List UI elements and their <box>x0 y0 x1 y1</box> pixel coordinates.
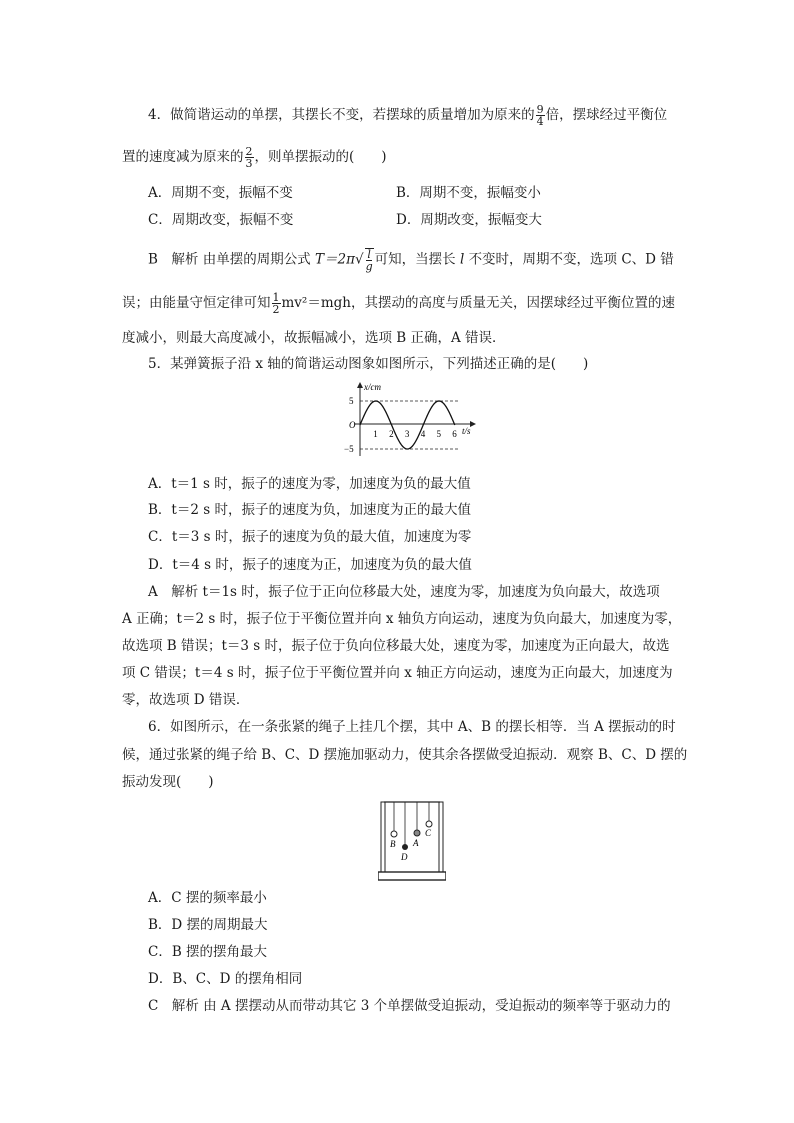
q6-option-a: A．C 摆的频率最小 <box>148 890 267 906</box>
q5-option-a: A．t＝1 s 时，振子的速度为零，加速度为负的最大值 <box>148 476 471 492</box>
fraction-2-3: $\frac{2}{3}$ <box>245 145 253 170</box>
q4-answer-line1: B 解析 由单摆的周期公式 T＝2π√ $\frac{l}{g}$ 可知，当摆长 l 不变时，周期不变，选项 C、D 错 <box>148 248 674 273</box>
q6-stem-line3: 振动发现( ) <box>122 774 214 790</box>
origin-label: O <box>349 420 356 430</box>
sqrt-sign: √ <box>354 251 364 268</box>
y-tick-top: 5 <box>349 396 354 406</box>
label-a: A <box>413 838 419 848</box>
q6-option-b: B．D 摆的周期最大 <box>148 917 268 933</box>
x-axis-arrow <box>470 421 476 427</box>
right-post <box>439 802 443 872</box>
q5-answer-line3: 故选项 B 错误；t＝3 s 时，振子位于负向位移最大处，速度为零，加速度为正向最大，故选 <box>122 638 670 654</box>
x-tick-3: 3 <box>404 429 410 439</box>
label-d: D <box>401 852 408 862</box>
x-axis-label: t/s <box>462 426 471 436</box>
fraction-l-g: $\frac{l}{g}$ <box>365 248 373 273</box>
q4-stem-line1: 4．做简谐运动的单摆，其摆长不变，若摆球的质量增加为原来的 $\frac{9}{4}$ 倍，摆球经过平衡位 <box>148 103 668 128</box>
shm-graph <box>340 380 480 460</box>
q6-stem-line2: 候，通过张紧的绳子给 B、C、D 摆施加驱动力，使其余各摆做受迫振动．观察 B、C、D 摆的 <box>122 747 688 763</box>
label-c: C <box>425 828 432 838</box>
q4-answer-line3: 度减小，则最大高度减小，故振幅减小，选项 B 正确，A 错误． <box>122 330 506 346</box>
q4-option-d: D．周期改变，振幅变大 <box>396 212 542 228</box>
base <box>378 872 446 880</box>
x-tick-1: 1 <box>373 429 378 439</box>
q5-answer-line5: 零，故选项 D 错误． <box>122 692 250 708</box>
q5-option-d: D．t＝4 s 时，振子的速度为正，加速度为负的最大值 <box>148 557 472 573</box>
fraction-1-2: $\frac{1}{2}$ <box>272 291 280 316</box>
q5-answer-line4: 项 C 错误；t＝4 s 时，振子位于平衡位置并向 x 轴正方向运动，速度为正向最大，加速度为 <box>122 665 673 681</box>
pendulum-figure <box>378 800 446 882</box>
q6-answer-line1: C 解析 由 A 摆摆动从而带动其它 3 个单摆做受迫振动，受迫振动的频率等于驱动力的 <box>148 998 671 1014</box>
q5-option-c: C．t＝3 s 时，振子的速度为负的最大值，加速度为零 <box>148 529 472 545</box>
x-tick-4: 4 <box>420 429 426 439</box>
pendulum-b-bob <box>391 831 397 837</box>
q4-option-b: B．周期不变，振幅变小 <box>396 185 541 201</box>
displacement-curve <box>360 401 455 449</box>
pendulum-c-bob <box>426 821 432 827</box>
label-b: B <box>390 839 396 849</box>
q5-option-b: B．t＝2 s 时，振子的速度为负，加速度为正的最大值 <box>148 502 471 518</box>
y-tick-bottom: −5 <box>344 444 354 454</box>
pendulum-d-bob <box>402 844 408 850</box>
y-axis-arrow <box>357 382 363 388</box>
left-post <box>381 802 385 872</box>
q5-stem: 5．某弹簧振子沿 x 轴的简谐运动图象如图所示，下列描述正确的是( ) <box>148 356 589 372</box>
pendulum-a-bob <box>414 830 420 836</box>
q4-option-c: C．周期改变，振幅不变 <box>148 212 294 228</box>
fraction-9-4: $\frac{9}{4}$ <box>536 103 544 128</box>
x-tick-5: 5 <box>436 429 441 439</box>
q5-answer-line1: A 解析 t＝1s 时，振子位于正向位移最大处，速度为零，加速度为负向最大，故选项 <box>148 584 660 600</box>
q6-option-d: D．B、C、D 的摆角相同 <box>148 971 303 987</box>
q4-stem-line2: 置的速度减为原来的 $\frac{2}{3}$ ，则单摆振动的( ) <box>122 145 387 170</box>
q6-stem-line1: 6．如图所示，在一条张紧的绳子上挂几个摆，其中 A、B 的摆长相等．当 A 摆振动的时 <box>148 719 676 735</box>
y-axis-label: x/cm <box>364 382 381 392</box>
x-tick-6: 6 <box>452 429 457 439</box>
q5-answer-line2: A 正确；t＝2 s 时，振子位于平衡位置并向 x 轴负方向运动，速度为负向最大，加速度为零， <box>122 611 682 627</box>
x-tick-2: 2 <box>389 429 394 439</box>
q6-option-c: C．B 摆的摆角最大 <box>148 944 268 960</box>
q4-answer-line2: 误；由能量守恒定律可知 $\frac{1}{2}$ mv²＝mgh，其摆动的高度与质量无关，因摆球经过平衡位置的速 <box>122 291 675 316</box>
q4-option-a: A．周期不变，振幅不变 <box>148 185 293 201</box>
